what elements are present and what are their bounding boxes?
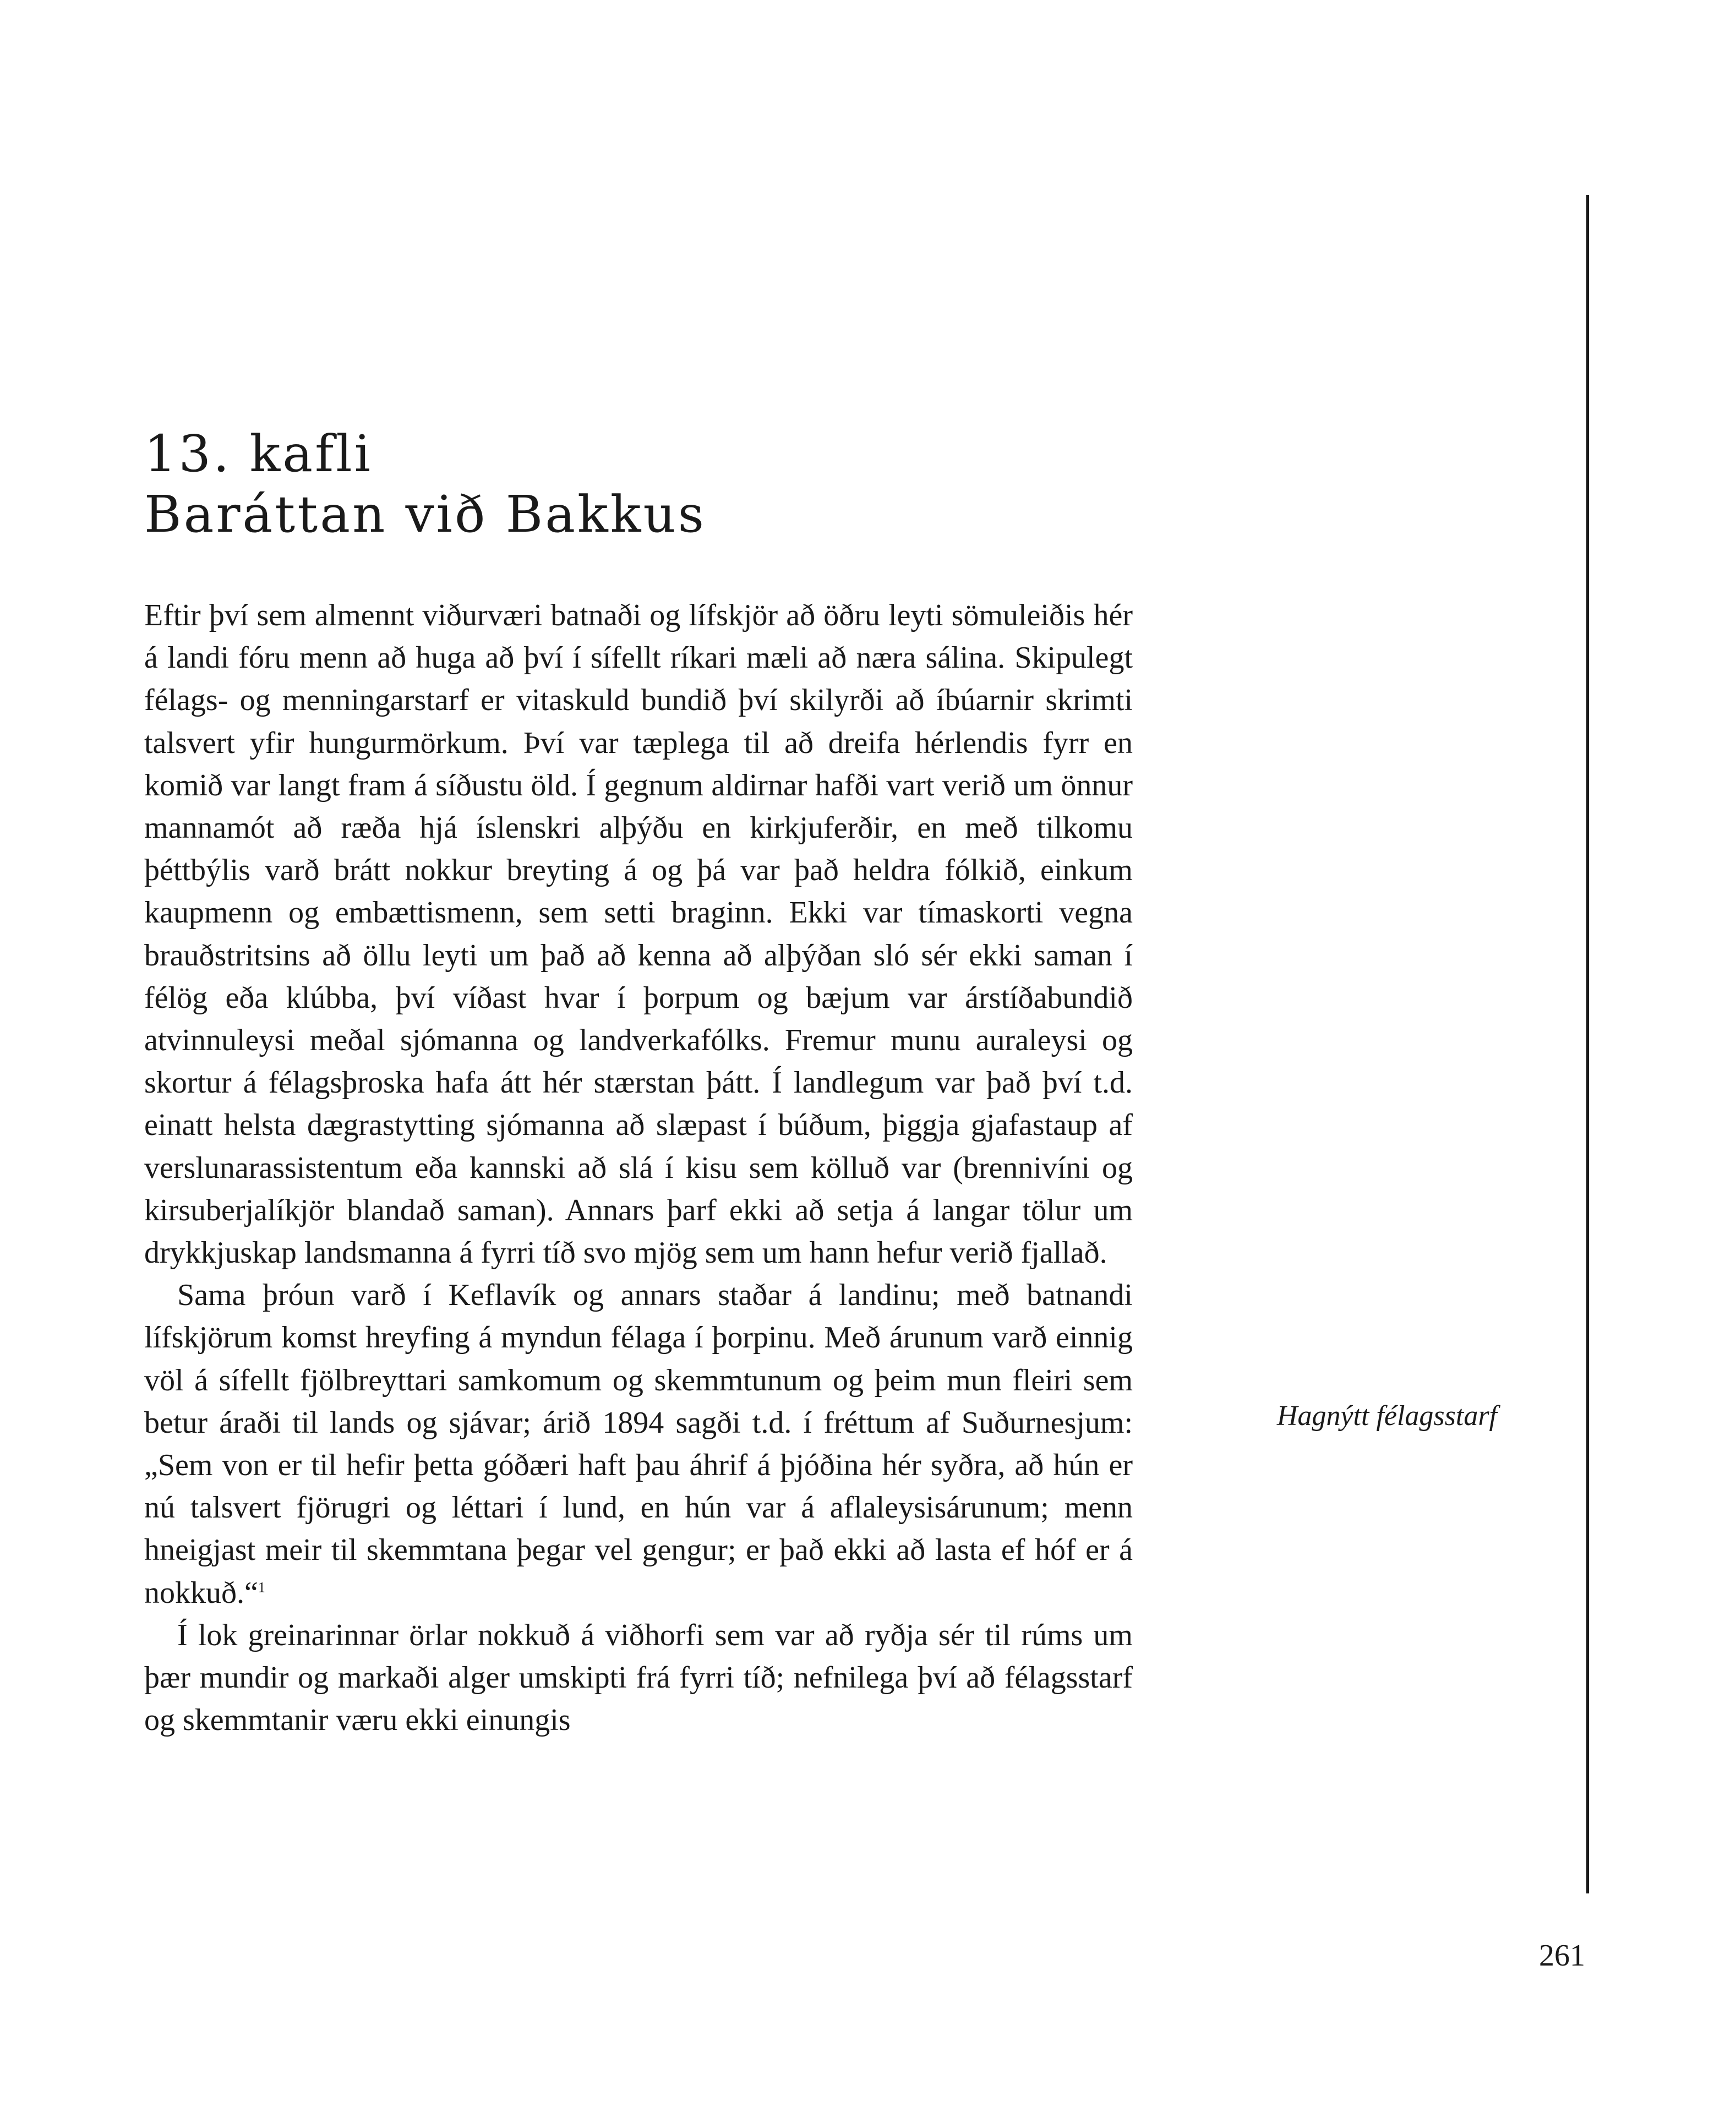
paragraph-2	[144, 1274, 1133, 1614]
margin-note: Hagnýtt félagsstarf	[1276, 1400, 1497, 1432]
paragraph-1	[144, 594, 1133, 1274]
body-text	[144, 594, 1133, 1742]
chapter-heading	[144, 424, 1190, 545]
paragraph-text: Í lok greinarinnar örlar nokkuð á viðhorfi sem var að ryðja sér til rúms um þær mundir og markaði alger umskipti frá fyrri tíð; nefnilega því að félagsstarf og skemmtanir væru ekki einungis	[144, 1618, 1133, 1738]
paragraph-text: Eftir því sem almennt viðurværi batnaði og lífskjör að öðru leyti sömuleiðis hér á landi fóru menn að huga að því í sífellt ríkari mæli að næra sálina. Skipulegt félags- og menningarstarf er vitaskuld bundið því skilyrði að íbúarnir skrimti talsvert yfir hungurmörkum. Því var tæplega til að dreifa hérlendis fyrr en komið var langt fram á síðustu öld. Í gegnum aldirnar hafði vart verið um önnur mannamót að ræða hjá íslenskri alþýðu en kirkjuferðir, en með tilkomu þéttbýlis varð brátt nokkur breyting á og þá var það heldra fólkið, einkum kaupmenn og embættismenn, sem setti braginn. Ekki var tímaskorti vegna brauðstritsins að öllu leyti um það að kenna að alþýðan sló sér ekki saman í félög eða klúbba, því víðast hvar í þorpum og bæjum var árstíðabundið atvinnuleysi meðal sjómanna og landverkafólks. Fremur munu auraleysi og skortur á félagsþroska hafa átt hér stærstan þátt. Í landlegum var það því t.d. einatt helsta dægrastytting sjómanna að slæpast í búðum, þiggja gjafastaup af verslunarassistentum eða kannski að slá í kisu sem kölluð var (brennivíni og kirsuberjalíkjör blandað saman). Annars þarf ekki að setja á langar tölur um drykkjuskap landsmanna á fyrri tíð svo mjög sem um hann hefur verið fjallað.	[144, 598, 1133, 1270]
page-number: 261	[1539, 1939, 1585, 1973]
margin-rule	[1586, 195, 1589, 1893]
paragraph-3	[144, 1614, 1133, 1742]
footnote-marker: 1	[258, 1579, 265, 1596]
paragraph-text: Sama þróun varð í Keflavík og annars staðar á landinu; með batnandi lífskjörum komst hreyfing á myndun félaga í þorpinu. Með árunum varð einnig völ á sífellt fjölbreyttari samkomum og skemmtunum og þeim mun fleiri sem betur áraði til lands og sjávar; árið 1894 sagði t.d. í fréttum af Suðurnesjum: „Sem von er til hefir þetta góðæri haft þau áhrif á þjóðina hér syðra, að hún er nú talsvert fjörugri og léttari í lund, en hún var á aflaleysisárunum; menn hneigjast meir til skemmtana þegar vel gengur; er það ekki að lasta ef hóf er á nokkuð.“	[144, 1278, 1133, 1610]
chapter-number: 13. kafli	[144, 424, 373, 483]
chapter-title: Baráttan við Bakkus	[144, 485, 707, 544]
